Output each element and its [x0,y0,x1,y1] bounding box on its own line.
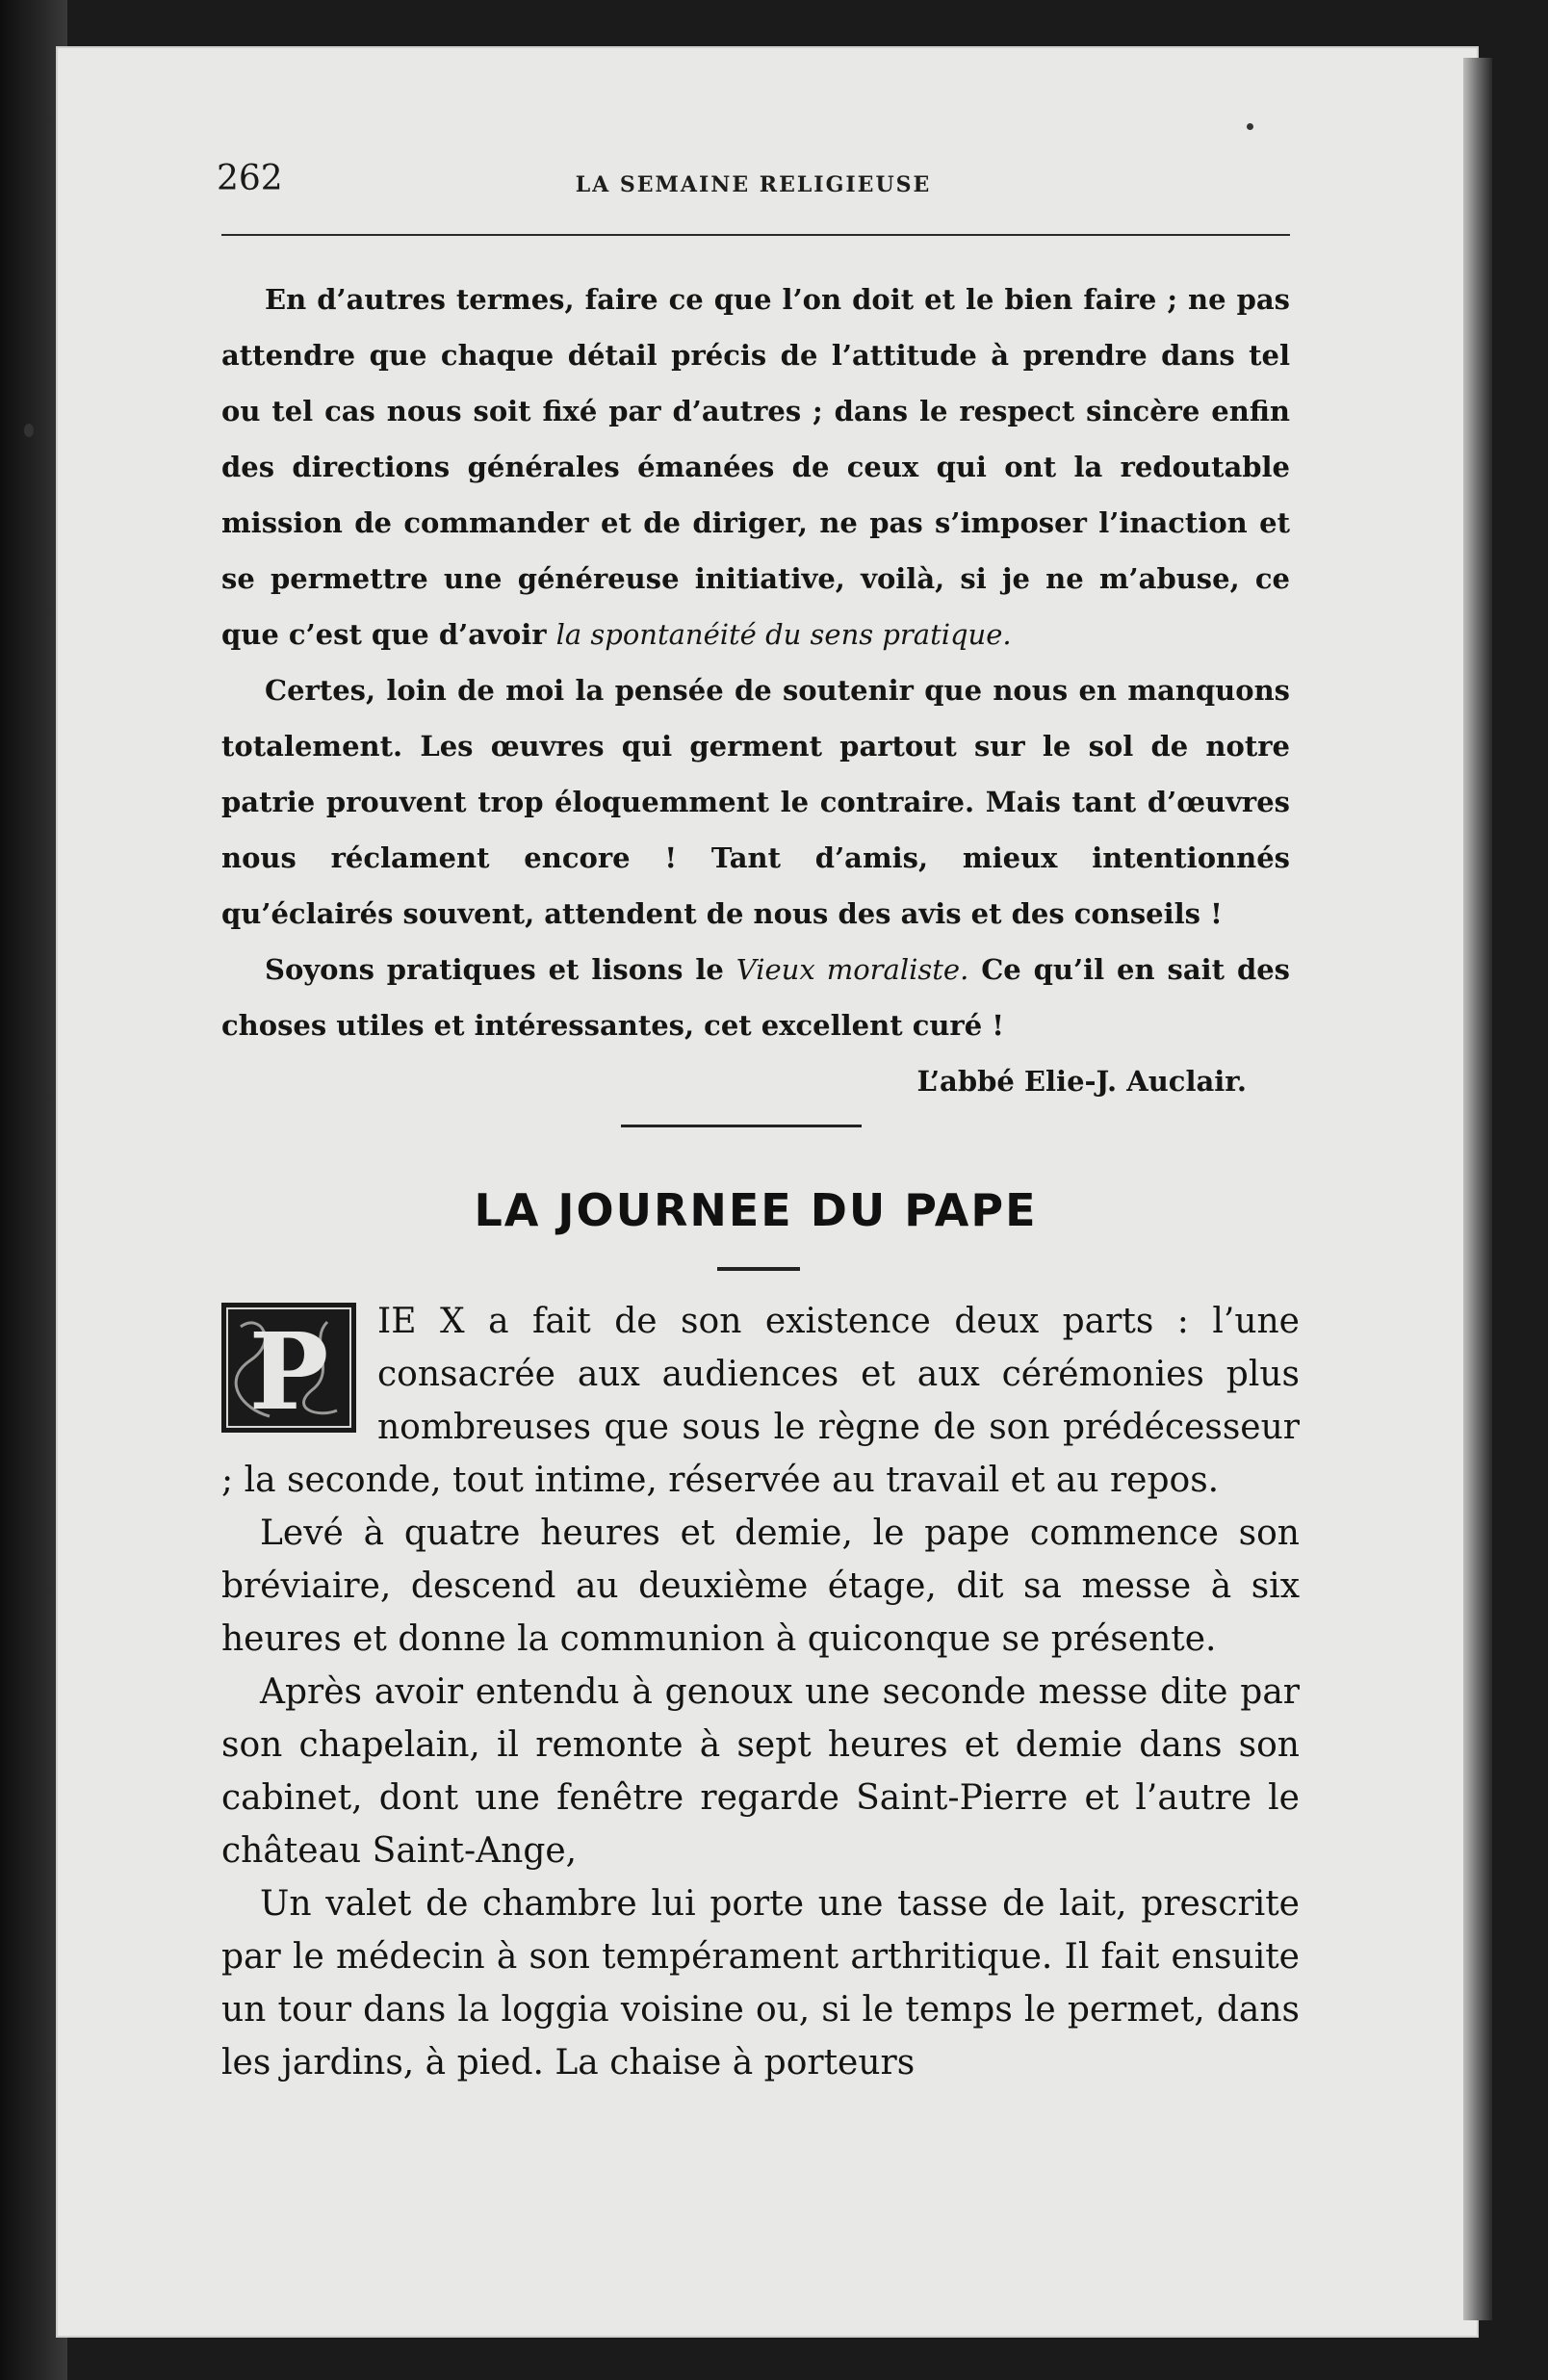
ornamental-drop-cap [221,1303,356,1433]
article-body [221,1295,1300,2089]
article-paragraph-3: Après avoir entendu à genoux une seconde messe dite par son chapelain, il remonte à sept heures et demie dans son cabinet, dont une fenêtre regarde Saint-Pierre et l’autre le château Saint-Ange, [221,1672,1300,1871]
scan-speck [1247,123,1253,130]
paragraph-1: En d’autres termes, faire ce que l’on doit et le bien faire ; ne pas attendre que chaque détail précis de l’attitude à prendre dans tel ou tel cas nous soit fixé par d’autres ; dans le respect sincère enfin des directions générales émanées de ceux qui ont la redoutable mission de commander et de diriger, ne pas s’imposer l’inaction et se permettre une généreuse initiative, voilà, si je ne m’abuse, ce que c’est que d’avoir la spontanéité du sens pratique. [221,283,1290,651]
article-paragraph-1: IE X a fait de son existence deux parts : l’une consacrée aux audiences et aux cérémonies plus nombreuses que sous le règne de son prédécesseur ; la seconde, tout intime, réservée au travail et au repos. [221,1302,1300,1500]
signature: L’abbé Elie-J. Auclair. [916,1065,1247,1098]
letter-body [221,272,1290,1109]
paragraph-2: Certes, loin de moi la pensée de soutenir que nous en manquons totalement. Les œuvres qui germent partout sur le sol de notre patrie prouvent trop éloquemment le contraire. Mais tant d’œuvres nous réclament encore ! Tant d’amis, mieux intentionnés qu’éclairés souvent, attendent de nous des avis et des conseils ! [221,674,1290,930]
italic-phrase: la spontanéité du sens pratique. [555,618,1012,651]
scan-speck [24,424,34,437]
section-title: LA JOURNEE DU PAPE [474,1184,1038,1236]
italic-title: Vieux moraliste. [735,953,969,986]
paragraph-3: Soyons pratiques et lisons le Vieux moraliste. Ce qu’il en sait des choses utiles et intéressantes, cet excellent curé ! [221,953,1290,1042]
article-paragraph-4: Un valet de chambre lui porte une tasse de lait, prescrite par le médecin à son tempérament arthritique. Il fait ensuite un tour dans la loggia voisine ou, si le temps le permet, dans les jardins, à pied. La chaise à porteurs [221,1884,1300,2082]
article-paragraph-2: Levé à quatre heures et demie, le pape commence son bréviaire, descend au deuxième étage, dit sa messe à six heures et donne la communion à quiconque se présente. [221,1513,1300,1659]
title-underline [717,1267,800,1271]
drop-cap-letter: P [248,1309,329,1433]
page-header [217,159,1290,236]
page-number: 262 [217,159,283,198]
running-head: LA SEMAINE RELIGIEUSE [575,172,932,197]
section-separator [621,1125,862,1127]
header-rule [221,234,1290,236]
page-gutter-shadow [1463,58,1492,2320]
drop-cap-ornament [221,1303,356,1433]
